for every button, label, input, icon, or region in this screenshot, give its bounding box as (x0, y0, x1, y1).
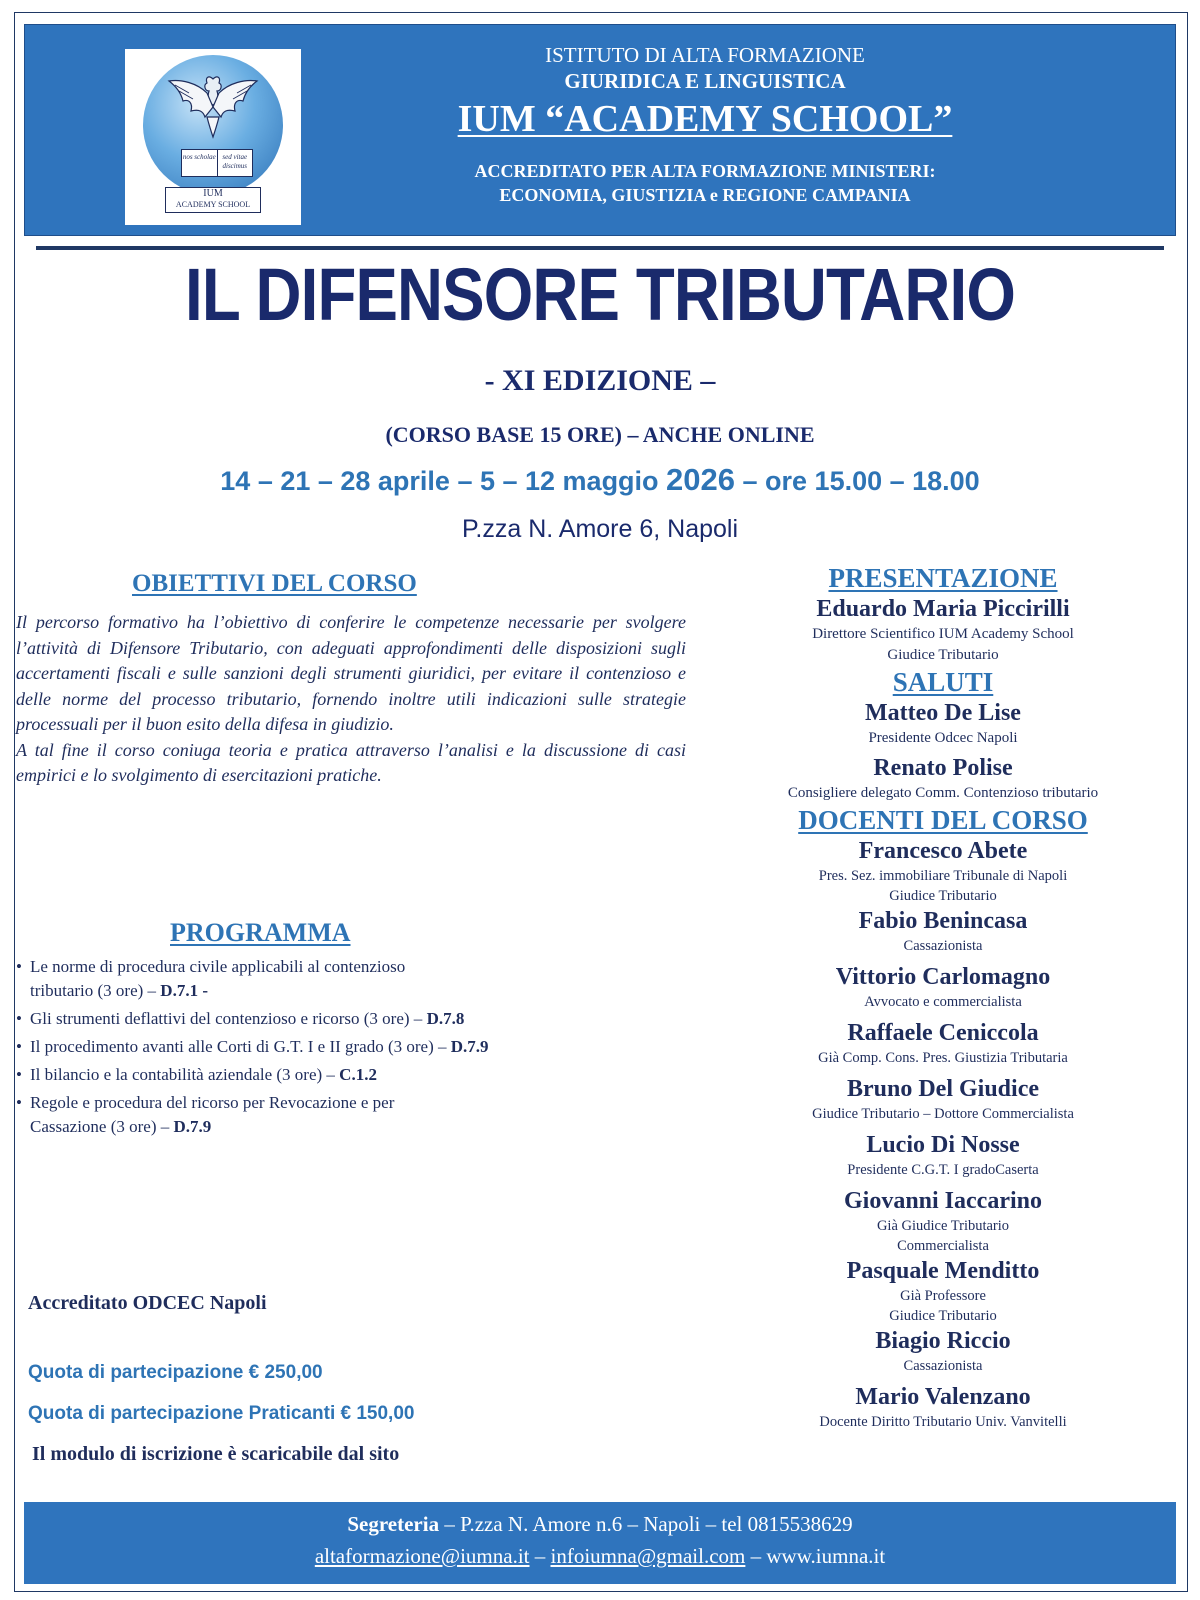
presenter-role: Giudice Tributario (887, 647, 999, 663)
teacher-name: Giovanni Iaccarino (843, 1188, 1042, 1214)
teacher-role: Giudice Tributario – Dottore Commercialista (812, 1106, 1074, 1122)
teacher-role: Già Giudice Tributario (876, 1218, 1010, 1234)
course-edition: - XI EDIZIONE – (484, 364, 716, 397)
teacher-role: Cassazionista (903, 938, 983, 954)
logo-banner-bottom: ACADEMY SCHOOL (175, 200, 251, 209)
program-item: • Gli strumenti deflattivi del contenzioso e ricorso (3 ore) – D.7.8 (16, 1007, 696, 1031)
greeter-name: Renato Polise (873, 755, 1013, 781)
teacher-name: Bruno Del Giudice (846, 1076, 1039, 1102)
objectives-paragraph: Il percorso formativo ha l’obiettivo di conferire le competenze necessarie per svolgere l’attività di Difensore Tributario, con adeguati approfondimenti delle disposizioni sugli accertamenti fiscali e sulle sanzioni degli strumenti giuridici, per evitare il contenzioso e delle norme del processo tributario, fornendo inoltre utili indicazioni sulle strategie processuali per il buon esito della difesa in giudizio. (16, 612, 686, 734)
accreditation-note: Accreditato ODCEC Napoli (28, 1292, 267, 1314)
program-code: D.7.9 (450, 1037, 489, 1056)
teacher-role: Giudice Tributario (889, 1308, 997, 1324)
bullet-icon: • (16, 1093, 22, 1112)
teacher-name: Biagio Riccio (875, 1328, 1011, 1354)
eagle-icon (163, 71, 263, 141)
greeter-role: Consigliere delegato Comm. Contenzioso tributario (787, 785, 1099, 801)
footer-address: – P.zza N. Amore n.6 – Napoli – tel 0815538629 (439, 1512, 853, 1536)
teacher-name: Fabio Benincasa (858, 908, 1028, 934)
fee-standard: Quota di partecipazione € 250,00 (28, 1362, 323, 1383)
course-dates-prefix: 14 – 21 – 28 aprile – 5 – 12 maggio (220, 466, 667, 496)
presentation-heading: PRESENTAZIONE (828, 563, 1058, 593)
program-item: • Il procedimento avanti alle Corti di G.T. I e II grado (3 ore) – D.7.9 (16, 1035, 696, 1059)
objectives-text (16, 610, 686, 789)
logo-open-book (181, 149, 253, 177)
teacher-name: Vittorio Carlomagno (835, 964, 1051, 990)
objectives-heading: OBIETTIVI DEL CORSO (132, 570, 417, 597)
course-title: IL DIFENSORE TRIBUTARIO (185, 253, 1015, 336)
greetings-heading: SALUTI (892, 667, 994, 697)
program-list (16, 955, 696, 1143)
course-year: 2026 (666, 462, 736, 497)
program-code: D.7.9 (173, 1117, 212, 1136)
teacher-role: Presidente C.G.T. I gradoCaserta (847, 1162, 1039, 1178)
fee-trainees: Quota di partecipazione Praticanti € 150,00 (28, 1403, 415, 1424)
greeter-role: Presidente Odcec Napoli (868, 730, 1018, 746)
header-ministries-line: ECONOMIA, GIUSTIZIA e REGIONE CAMPANIA (499, 185, 911, 205)
bullet-icon: • (16, 1065, 22, 1084)
email-link-altaformazione[interactable]: altaformazione@iumna.it (314, 1544, 530, 1568)
teacher-role: Già Comp. Cons. Pres. Giustizia Tributaria (818, 1050, 1068, 1066)
header-subtitle-line: GIURIDICA E LINGUISTICA (564, 69, 846, 93)
header-school-name: IUM “ACADEMY SCHOOL” (457, 98, 953, 140)
header-accreditation-line: ACCREDITATO PER ALTA FORMAZIONE MINISTERI: (474, 161, 936, 181)
program-code: D.7.8 (426, 1009, 465, 1028)
course-hours: – ore 15.00 – 18.00 (735, 466, 980, 496)
email-link-infoiumna[interactable]: infoiumna@gmail.com (550, 1544, 746, 1568)
teacher-role: Giudice Tributario (889, 888, 997, 904)
program-item: • Il bilancio e la contabilità aziendale (3 ore) – C.1.2 (16, 1063, 696, 1087)
header-banner (24, 24, 1176, 236)
presenter-name: Eduardo Maria Piccirilli (816, 596, 1070, 622)
logo-banner (165, 187, 261, 213)
speakers-column (706, 562, 1180, 1432)
teacher-name: Lucio Di Nosse (866, 1132, 1020, 1158)
header-divider (36, 246, 1164, 250)
teachers-heading: DOCENTI DEL CORSO (798, 805, 1088, 835)
course-dates (24, 462, 1176, 498)
footer-label: Segreteria (347, 1512, 440, 1536)
teacher-role: Già Professore (900, 1288, 986, 1304)
teacher-role: Avvocato e commercialista (864, 994, 1022, 1010)
program-code: D.7.1 - (160, 981, 208, 1000)
logo-book-left-text: nos scholae (182, 150, 218, 176)
program-item: • Le norme di procedura civile applicabili al contenzioso tributario (3 ore) – D.7.1 - (16, 957, 406, 1000)
teacher-name: Francesco Abete (858, 838, 1028, 864)
teacher-name: Raffaele Ceniccola (847, 1020, 1039, 1046)
institute-logo (125, 49, 301, 225)
footer-contact-line (24, 1512, 1176, 1537)
bullet-icon: • (16, 1009, 22, 1028)
logo-banner-top: IUM (203, 188, 223, 199)
teacher-role: Docente Diritto Tributario Univ. Vanvitelli (819, 1414, 1067, 1430)
teacher-role: Commercialista (897, 1238, 989, 1254)
objectives-paragraph: A tal fine il corso coniuga teoria e pratica attraverso l’analisi e la discussione di casi empirici e lo svolgimento di esercitazioni pratiche. (16, 739, 686, 785)
signup-note: Il modulo di iscrizione è scaricabile dal sito (32, 1443, 400, 1465)
program-code: C.1.2 (339, 1065, 377, 1084)
program-heading: PROGRAMMA (170, 918, 351, 947)
footer-banner (24, 1502, 1176, 1584)
footer-website: – www.iumna.it (745, 1544, 886, 1568)
teacher-name: Mario Valenzano (855, 1384, 1031, 1410)
teacher-role: Pres. Sez. immobiliare Tribunale di Napoli (818, 868, 1068, 884)
bullet-icon: • (16, 1037, 22, 1056)
program-item: • Regole e procedura del ricorso per Revocazione e per Cassazione (3 ore) – D.7.9 (16, 1093, 395, 1136)
course-subtitle: (CORSO BASE 15 ORE) – ANCHE ONLINE (385, 422, 815, 447)
header-institute-line: ISTITUTO DI ALTA FORMAZIONE (545, 43, 865, 67)
greeter-name: Matteo De Lise (865, 700, 1021, 726)
teacher-role: Cassazionista (903, 1358, 983, 1374)
presenter-role: Direttore Scientifico IUM Academy School (812, 626, 1074, 642)
course-venue: P.zza N. Amore 6, Napoli (461, 515, 739, 543)
teacher-name: Pasquale Menditto (846, 1258, 1040, 1284)
logo-book-right-text: sed vitae discimus (222, 153, 248, 170)
bullet-icon: • (16, 957, 22, 976)
footer-links-line: altaformazione@iumna.it – infoiumna@gmail.com – www.iumna.it (314, 1544, 886, 1568)
